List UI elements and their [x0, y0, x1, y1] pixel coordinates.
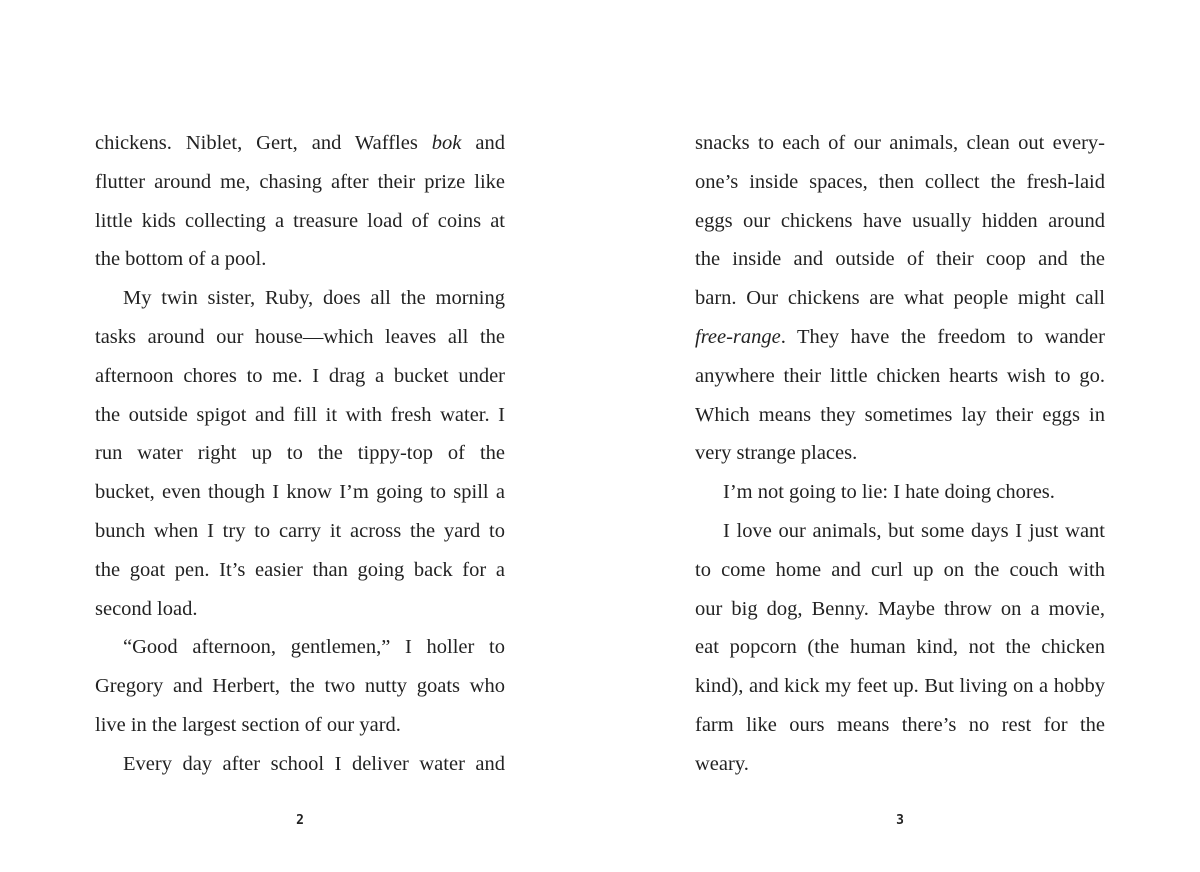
text-line: the goat pen. It’s easier than going back for a [95, 558, 505, 581]
text-line: to come home and curl up on the couch with [695, 558, 1105, 581]
text-line: afternoon chores to me. I drag a bucket under [95, 364, 505, 387]
text-line: eat popcorn (the human kind, not the chicken [695, 636, 1105, 659]
text-line: one’s inside spaces, then collect the fresh-laid [695, 170, 1105, 193]
text-line: tasks around our house—which leaves all the [95, 325, 505, 348]
text-line: farm like ours means there’s no rest for the [695, 713, 1105, 736]
text-line: anywhere their little chicken hearts wish to go. [695, 364, 1105, 387]
text-line: the inside and outside of their coop and the [695, 248, 1105, 271]
text-line: our big dog, Benny. Maybe throw on a movie, [695, 597, 1105, 620]
text-line: kind), and kick my feet up. But living on a hobby [695, 675, 1105, 698]
text-line: run water right up to the tippy-top of the [95, 442, 505, 465]
text-line: I’m not going to lie: I hate doing chores. [723, 481, 1055, 504]
text-line: chickens. Niblet, Gert, and Waffles bok and [95, 132, 505, 154]
page-number: 3 [896, 813, 904, 828]
text-line: free-range. They have the freedom to wander [695, 325, 1105, 348]
text-line: little kids collecting a treasure load of coins at [95, 209, 505, 232]
text-line: the bottom of a pool. [95, 248, 267, 271]
text-line: weary. [695, 752, 749, 775]
page-number: 2 [296, 813, 304, 828]
text-line: flutter around me, chasing after their prize like [95, 170, 505, 193]
text-line: bunch when I try to carry it across the yard to [95, 519, 505, 542]
text-line: My twin sister, Ruby, does all the morning [123, 287, 505, 310]
text-line: barn. Our chickens are what people might call [695, 287, 1105, 310]
text-line: Gregory and Herbert, the two nutty goats who [95, 675, 505, 698]
text-line: eggs our chickens have usually hidden around [695, 209, 1105, 232]
text-line: “Good afternoon, gentlemen,” I holler to [123, 636, 505, 659]
text-line: live in the largest section of our yard. [95, 713, 401, 736]
text-line: very strange places. [695, 442, 858, 465]
text-line: bucket, even though I know I’m going to spill a [95, 481, 505, 504]
text-line: the outside spigot and fill it with fresh water. I [95, 403, 505, 426]
text-line: second load. [95, 597, 198, 620]
right-page-text [695, 124, 1105, 784]
text-line: snacks to each of our animals, clean out every- [695, 132, 1105, 154]
text-line: Every day after school I deliver water and [123, 752, 505, 775]
text-line: Which means they sometimes lay their eggs in [695, 403, 1105, 426]
text-line: I love our animals, but some days I just want [723, 519, 1105, 542]
left-page-text [95, 124, 505, 784]
right-page [600, 0, 1200, 872]
